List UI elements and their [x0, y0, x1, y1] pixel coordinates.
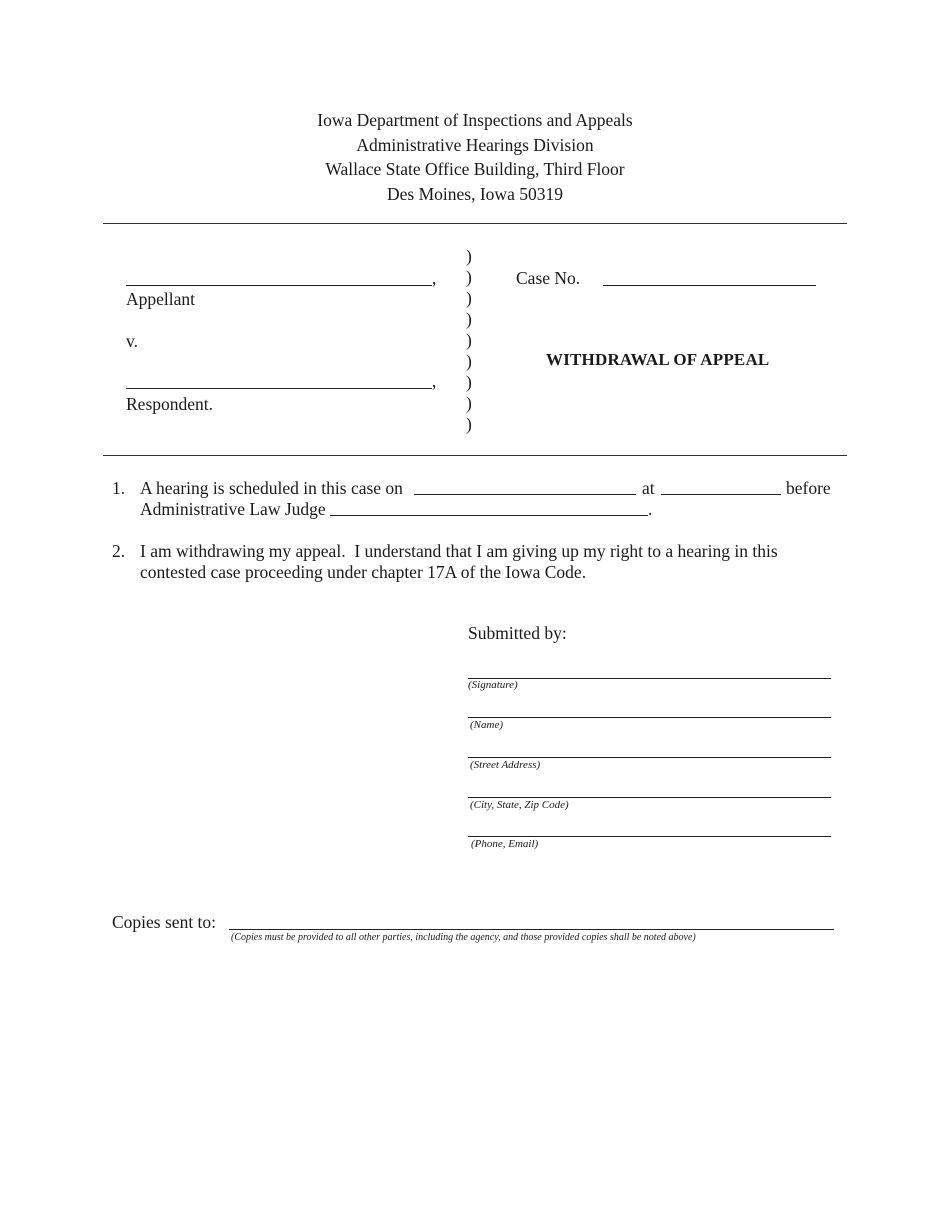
paren-mark: ) [466, 330, 472, 350]
copies-note: (Copies must be provided to all other parties, including the agency, and those provided copies shall be noted above) [231, 932, 696, 943]
item-number: 2. [112, 541, 126, 561]
signature-caption: (Signature) [468, 679, 518, 691]
case-number-field[interactable] [603, 285, 816, 286]
top-divider [103, 223, 847, 224]
appellant-name-field[interactable] [126, 285, 432, 286]
paren-mark: ) [466, 309, 472, 329]
paren-mark: ) [466, 393, 472, 413]
item-1-period: . [648, 499, 653, 519]
paren-mark: ) [466, 267, 472, 287]
item-1-at: at [642, 478, 655, 498]
phone-email-caption: (Phone, Email) [471, 838, 539, 850]
item-1-before: before [786, 478, 831, 498]
agency-name: Iowa Department of Inspections and Appeals [317, 110, 633, 130]
street-address-caption: (Street Address) [470, 759, 541, 771]
appellant-label: Appellant [126, 289, 196, 309]
item-2-line-1: I am withdrawing my appeal. I understand that I am giving up my right to a hearing in this [140, 541, 778, 561]
item-1-judge-label: Administrative Law Judge [140, 499, 326, 519]
name-caption: (Name) [470, 719, 503, 731]
copies-sent-label: Copies sent to: [112, 912, 217, 932]
caption-divider [103, 455, 847, 456]
respondent-comma: , [432, 371, 437, 391]
paren-mark: ) [466, 414, 472, 434]
paren-mark: ) [466, 351, 472, 371]
respondent-label: Respondent. [126, 394, 214, 414]
street-address-field[interactable] [468, 757, 831, 758]
paren-mark: ) [466, 372, 472, 392]
versus-label: v. [126, 331, 138, 351]
hearing-date-field[interactable] [414, 494, 636, 495]
name-field[interactable] [468, 717, 831, 718]
item-1-text-start: A hearing is scheduled in this case on [140, 478, 403, 498]
submitted-by-heading: Submitted by: [468, 623, 567, 643]
building-address: Wallace State Office Building, Third Floor [325, 159, 625, 179]
appellant-comma: , [432, 268, 437, 288]
paren-mark: ) [466, 288, 472, 308]
copies-sent-field[interactable] [229, 929, 834, 930]
paren-mark: ) [466, 246, 472, 266]
document-title: WITHDRAWAL OF APPEAL [546, 350, 770, 369]
respondent-name-field[interactable] [126, 388, 432, 389]
city-address: Des Moines, Iowa 50319 [387, 183, 563, 204]
case-number-label: Case No. [516, 268, 581, 288]
judge-name-field[interactable] [330, 515, 648, 516]
item-2-line-2: contested case proceeding under chapter 17A of the Iowa Code. [140, 562, 587, 582]
hearing-time-field[interactable] [661, 494, 781, 495]
division-name: Administrative Hearings Division [356, 134, 594, 155]
phone-email-field[interactable] [468, 836, 831, 837]
signature-field[interactable] [468, 678, 831, 679]
item-number: 1. [112, 478, 126, 498]
agency-header [0, 108, 950, 206]
city-state-zip-caption: (City, State, Zip Code) [470, 799, 569, 811]
city-state-zip-field[interactable] [468, 797, 831, 798]
